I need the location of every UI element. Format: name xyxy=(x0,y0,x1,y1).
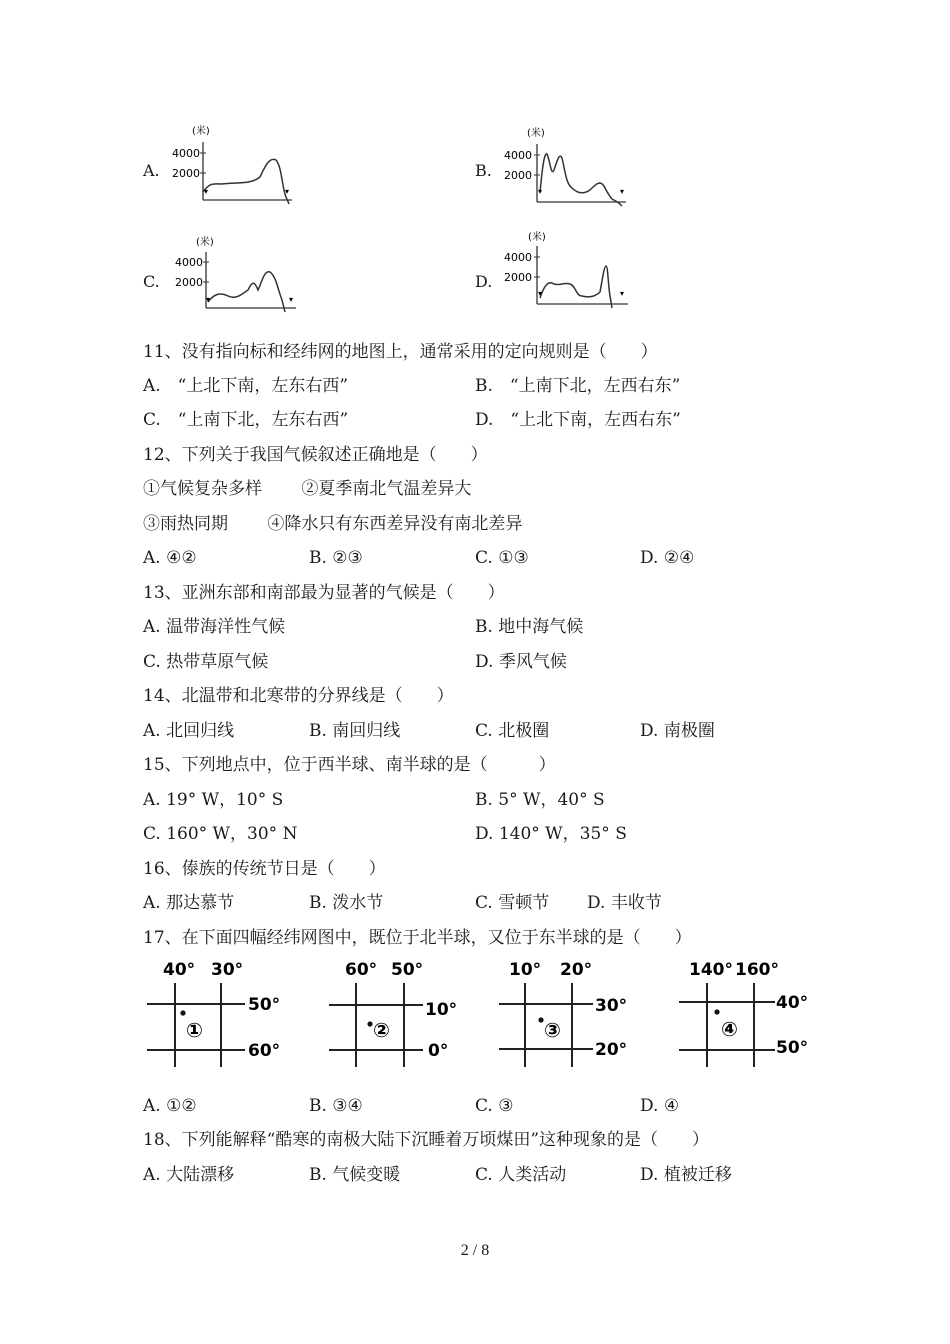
svg-text:(米): (米) xyxy=(527,128,545,139)
grid-3-marker: ③ xyxy=(544,1018,561,1042)
question-17-option-b[interactable]: B. ③④ xyxy=(309,1096,363,1116)
grid-4-lon-left: 140° xyxy=(689,960,733,980)
question-16-option-c[interactable]: C. 雪顿节 xyxy=(475,893,550,913)
question-12-statement-line-1: ①气候复杂多样 ②夏季南北气温差异大 xyxy=(143,479,472,499)
svg-text:4000: 4000 xyxy=(175,256,203,269)
svg-text:▾: ▾ xyxy=(206,295,211,304)
question-14-option-d[interactable]: D. 南极圈 xyxy=(640,721,715,741)
grid-1-lon-right: 30° xyxy=(211,960,244,980)
grid-2-lon-right: 50° xyxy=(391,960,424,980)
question-14-option-c[interactable]: C. 北极圈 xyxy=(475,721,550,741)
grid-4-marker: ④ xyxy=(721,1017,738,1041)
question-18-option-a[interactable]: A. 大陆漂移 xyxy=(143,1165,235,1185)
question-17-option-c[interactable]: C. ③ xyxy=(475,1096,514,1116)
grid-2-lat-top: 10° xyxy=(425,1000,458,1020)
svg-text:4000: 4000 xyxy=(504,149,532,162)
grid-3-lon-left: 10° xyxy=(509,960,542,980)
svg-text:▾: ▾ xyxy=(538,289,543,298)
grid-3-lat-top: 30° xyxy=(595,996,628,1016)
svg-text:2000: 2000 xyxy=(175,276,203,289)
svg-text:▾: ▾ xyxy=(538,187,543,196)
question-17-option-a[interactable]: A. ①② xyxy=(143,1096,197,1116)
svg-text:▾: ▾ xyxy=(620,289,625,298)
svg-text:▾: ▾ xyxy=(285,187,290,196)
profile-chart-d xyxy=(502,226,632,314)
question-15-option-d[interactable]: D. 140° W，35° S xyxy=(475,824,627,844)
lat-lon-grid-1 xyxy=(145,955,295,1065)
question-18-stem: 18、下列能解释“酷寒的南极大陆下沉睡着万顷煤田”这种现象的是（ ） xyxy=(143,1130,710,1150)
grid-1-lon-left: 40° xyxy=(163,960,196,980)
question-12-option-c[interactable]: C. ①③ xyxy=(475,548,529,568)
page-number: 2 / 8 xyxy=(460,1242,490,1259)
question-14-option-a[interactable]: A. 北回归线 xyxy=(143,721,235,741)
grid-1-marker: ① xyxy=(186,1018,203,1042)
svg-text:(米): (米) xyxy=(196,237,214,248)
question-14-option-b[interactable]: B. 南回归线 xyxy=(309,721,401,741)
grid-1-lat-bottom: 60° xyxy=(248,1041,281,1061)
question-13-option-c[interactable]: C. 热带草原气候 xyxy=(143,652,269,672)
svg-text:2000: 2000 xyxy=(504,169,532,182)
grid-4-lat-bottom: 50° xyxy=(776,1038,809,1058)
grid-3-lon-right: 20° xyxy=(560,960,593,980)
question-15-stem: 15、下列地点中，位于西半球、南半球的是（ ） xyxy=(143,755,556,775)
profile-label-d: D. xyxy=(475,272,493,291)
question-11-option-d[interactable]: D. “上北下南，左西右东” xyxy=(475,410,681,430)
question-15-option-c[interactable]: C. 160° W，30° N xyxy=(143,824,298,844)
question-12-statement-line-2: ③雨热同期 ④降水只有东西差异没有南北差异 xyxy=(143,514,523,534)
question-16-stem: 16、傣族的传统节日是（ ） xyxy=(143,859,386,879)
question-18-option-c[interactable]: C. 人类活动 xyxy=(475,1165,567,1185)
question-11-stem: 11、没有指向标和经纬网的地图上，通常采用的定向规则是（ ） xyxy=(143,342,658,362)
question-16-option-a[interactable]: A. 那达慕节 xyxy=(143,893,235,913)
grid-4-lat-top: 40° xyxy=(776,993,809,1013)
grid-2-marker: ② xyxy=(373,1018,390,1042)
profile-label-c: C. xyxy=(143,272,160,291)
lat-lon-grid-4 xyxy=(677,955,837,1065)
profile-chart-b xyxy=(502,122,632,210)
lat-lon-grid-3 xyxy=(497,955,647,1065)
profile-label-b: B. xyxy=(475,161,492,180)
profile-tick-4000: 4000 xyxy=(172,147,200,160)
question-12-option-b[interactable]: B. ②③ xyxy=(309,548,363,568)
question-12-option-d[interactable]: D. ②④ xyxy=(640,548,695,568)
grid-2-lon-left: 60° xyxy=(345,960,378,980)
question-16-option-b[interactable]: B. 泼水节 xyxy=(309,893,384,913)
profile-chart-c xyxy=(172,232,302,320)
question-15-option-b[interactable]: B. 5° W，40° S xyxy=(475,790,605,810)
profile-unit: (米) xyxy=(192,126,210,137)
question-17-stem: 17、在下面四幅经纬网图中，既位于北半球，又位于东半球的是（ ） xyxy=(143,928,692,948)
grid-1-lat-top: 50° xyxy=(248,995,281,1015)
question-12-stem: 12、下列关于我国气候叙述正确地是（ ） xyxy=(143,445,488,465)
question-18-option-b[interactable]: B. 气候变暖 xyxy=(309,1165,401,1185)
svg-text:4000: 4000 xyxy=(504,251,532,264)
question-13-stem: 13、亚洲东部和南部最为显著的气候是（ ） xyxy=(143,583,505,603)
question-13-option-d[interactable]: D. 季风气候 xyxy=(475,652,567,672)
question-18-option-d[interactable]: D. 植被迁移 xyxy=(640,1165,732,1185)
question-12-option-a[interactable]: A. ④② xyxy=(143,548,197,568)
svg-text:▾: ▾ xyxy=(204,187,209,196)
profile-label-a: A. xyxy=(143,161,160,180)
question-11-option-a[interactable]: A. “上北下南，左东右西” xyxy=(143,376,349,396)
question-11-option-b[interactable]: B. “上南下北，左西右东” xyxy=(475,376,681,396)
svg-text:(米): (米) xyxy=(528,232,546,243)
profile-tick-2000: 2000 xyxy=(172,167,200,180)
lat-lon-grid-2 xyxy=(327,955,477,1065)
svg-text:▾: ▾ xyxy=(289,295,294,304)
question-17-option-d[interactable]: D. ④ xyxy=(640,1096,680,1116)
question-16-option-d[interactable]: D. 丰收节 xyxy=(587,893,662,913)
svg-text:2000: 2000 xyxy=(504,271,532,284)
grid-2-lat-bottom: 0° xyxy=(428,1041,449,1061)
grid-3-lat-bottom: 20° xyxy=(595,1040,628,1060)
svg-text:▾: ▾ xyxy=(620,187,625,196)
question-11-option-c[interactable]: C. “上南下北，左东右西” xyxy=(143,410,349,430)
profile-chart-a xyxy=(170,122,300,210)
question-15-option-a[interactable]: A. 19° W，10° S xyxy=(143,790,284,810)
question-14-stem: 14、北温带和北寒带的分界线是（ ） xyxy=(143,686,454,706)
question-13-option-a[interactable]: A. 温带海洋性气候 xyxy=(143,617,286,637)
question-13-option-b[interactable]: B. 地中海气候 xyxy=(475,617,584,637)
grid-4-lon-right: 160° xyxy=(735,960,779,980)
